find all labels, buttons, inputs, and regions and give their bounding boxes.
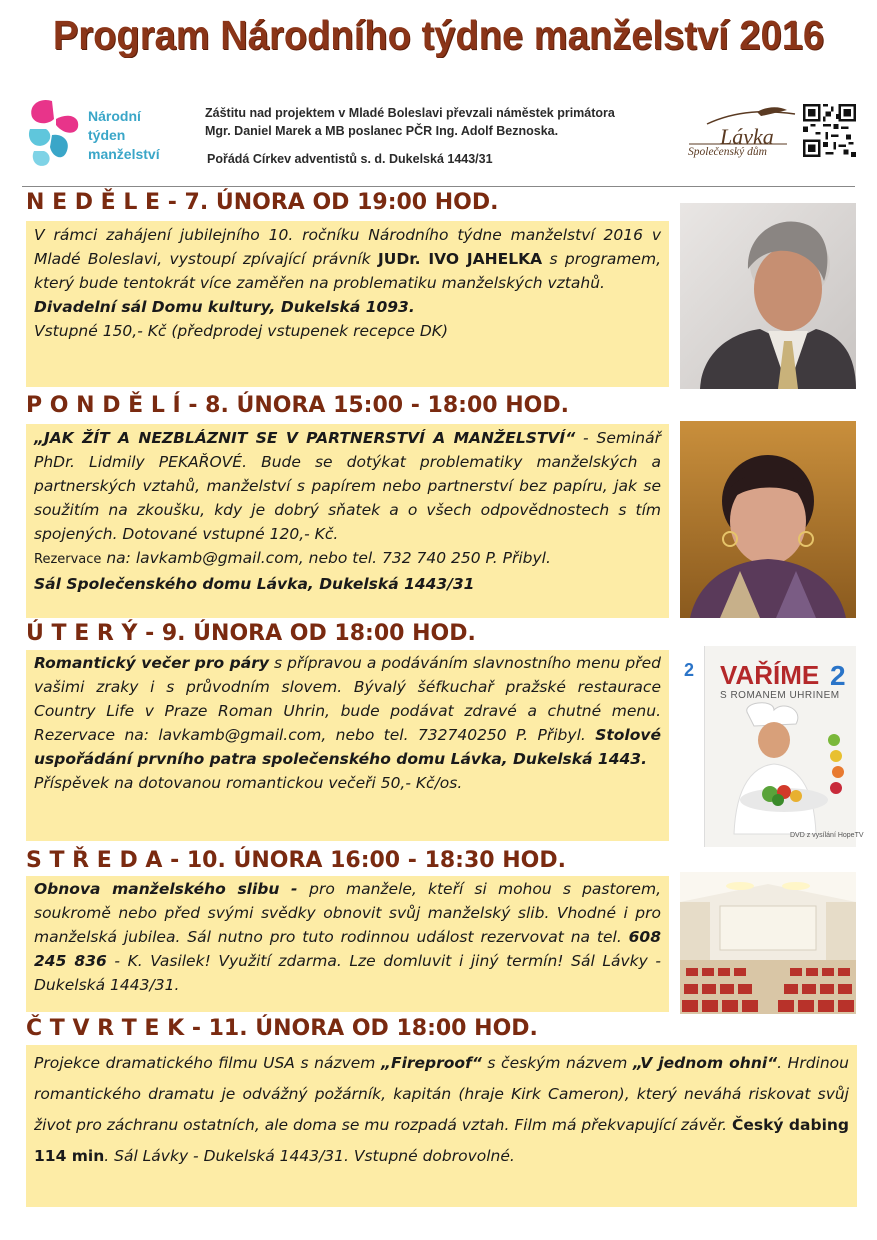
hall-interior-photo xyxy=(680,872,856,1014)
event-title: Obnova manželského slibu - xyxy=(34,880,310,898)
performer-name: JUDr. IVO JAHELKA xyxy=(378,250,543,268)
lavka-logo-subtitle: Společenský dům xyxy=(688,146,767,158)
logo-wordmark xyxy=(88,107,160,164)
dvd-subtitle: S ROMANEM UHRINEM xyxy=(720,690,840,701)
venue: Sál Společenského domu Lávka, Dukelská 1443/31 xyxy=(34,575,475,593)
event-thursday xyxy=(26,1045,857,1207)
text: s přípravou a podáváním slavnostního menu před vašimi zraky i s průvodním slovem. Bývalý šéfkuchař pražské restaurace Country Life v Praze Roman Uhrin, bude podávat zdravé a chutné menu. Rezervace na: lavkamb@gmail.com, nebo tel. 732740250 P. Přibyl. xyxy=(34,654,662,744)
text: s programem, který bude tentokrát více zaměřen na problematiku manželských vztahů. xyxy=(34,250,661,292)
logo-line: manželství xyxy=(88,146,160,162)
organizer-line: Pořádá Církev adventistů s. d. Dukelská 1443/31 xyxy=(207,152,493,166)
dvd-number: 2 xyxy=(830,660,846,691)
event-wednesday xyxy=(26,876,669,1012)
event-sunday xyxy=(26,221,669,387)
film-title: „Fireproof“ xyxy=(381,1054,482,1072)
logo-line: Národní xyxy=(88,108,141,124)
venue: Stolové uspořádání prvního patra společenského domu Lávka, Dukelská 1443. xyxy=(34,726,661,768)
qr-code-icon[interactable] xyxy=(803,104,856,157)
lavka-logo-name: Lávka xyxy=(720,124,774,149)
text: . Hrdinou romantického dramatu je odvážný požárník, kapitán (hraje Kirk Cameron), který neváhá riskovat svůj život pro záchranu ostatních, ale doma se mu rozpadá vztah. Film má překvapující závěr. xyxy=(34,1054,849,1134)
text: Projekce dramatického filmu USA s názvem xyxy=(34,1054,381,1072)
chef-illustration xyxy=(704,704,856,834)
seminar-title: „JAK ŽÍT A NEZBLÁZNIT SE V PARTNERSTVÍ A MANŽELSTVÍ“ xyxy=(34,429,576,447)
venue: Divadelní sál Domu kultury, Dukelská 1093. xyxy=(34,298,415,316)
event-title: Romantický večer pro páry xyxy=(34,654,269,672)
day-heading-monday: P O N D Ě L Í - 8. ÚNORA 15:00 - 18:00 HOD. xyxy=(26,393,569,418)
ivo-jahelka-photo xyxy=(680,203,856,389)
reservation-contact: na: lavkamb@gmail.com, nebo tel. 732 740 250 P. Přibyl. xyxy=(101,549,551,567)
dvd-title: VAŘÍME xyxy=(720,660,820,690)
page-title: Program Národního týdne manželství 2016 xyxy=(52,12,825,58)
logo-line: týden xyxy=(88,127,126,143)
text: . Sál Lávky - Dukelská 1443/31. Vstupné dobrovolné. xyxy=(104,1147,515,1165)
text: V rámci zahájení jubilejního 10. ročníku Národního týdne manželství 2016 v Mladé Boleslavi, vystoupí zpívající právník xyxy=(34,226,661,268)
phone-number: 608 245 836 xyxy=(34,928,661,970)
lidmila-pekarova-photo xyxy=(680,421,856,618)
day-heading-thursday: Č T V R T E K - 11. ÚNORA OD 18:00 HOD. xyxy=(26,1016,538,1041)
patron-line: Mgr. Daniel Marek a MB poslanec PČR Ing. Adolf Beznoska. xyxy=(205,124,559,138)
dvd-cover xyxy=(680,646,864,847)
text: pro manžele, kteří si mohou s pastorem, soukromě nebo před svými svědky obnovit svůj manželský slib. Vhodné i pro manželská jubilea. Sál nutno pro tuto rodinnou událost rezervovat na tel. xyxy=(34,880,661,946)
dvd-number-spine: 2 xyxy=(684,660,695,680)
day-heading-sunday: N E D Ě L E - 7. ÚNORA OD 19:00 HOD. xyxy=(26,190,499,215)
reservation-label: Rezervace xyxy=(34,552,102,567)
price: Vstupné 150,- Kč (předprodej vstupenek recepce DK) xyxy=(34,322,449,340)
event-monday xyxy=(26,424,669,618)
dvd-footer: DVD z vysílání HopeTV xyxy=(790,832,864,839)
text: - K. Vasilek! Využití zdarma. Lze domluvit i jiný termín! Sál Lávky - Dukelská 1443/31. xyxy=(34,952,661,994)
patron-line: Záštitu nad projektem v Mladé Boleslavi převzali náměstek primátora xyxy=(205,106,615,120)
header-divider xyxy=(22,186,855,187)
text: - Seminář PhDr. Lidmily PEKAŘOVÉ. Bude se dotýkat problematiky manželských a partnerských vztahů, manželství s papírem nebo partnerství bez papíru, jak se soužitím na zkoušku, kdy je dobrý sňatek a o všech odpovědnostech s tím spojených. Dotované vstupné 120,- Kč. xyxy=(34,429,662,543)
dubbing-info: Český dabing 114 min xyxy=(34,1116,850,1165)
text: s českým názvem xyxy=(481,1054,633,1072)
patronage-note xyxy=(205,104,615,168)
price: Příspěvek na dotovanou romantickou večeři 50,- Kč/os. xyxy=(34,774,463,792)
event-tuesday xyxy=(26,650,669,841)
day-heading-wednesday: S T Ř E D A - 10. ÚNORA 16:00 - 18:30 HOD. xyxy=(26,848,566,873)
day-heading-tuesday: Ú T E R Ý - 9. ÚNORA OD 18:00 HOD. xyxy=(26,621,476,646)
film-czech-title: „V jednom ohni“ xyxy=(632,1054,778,1072)
